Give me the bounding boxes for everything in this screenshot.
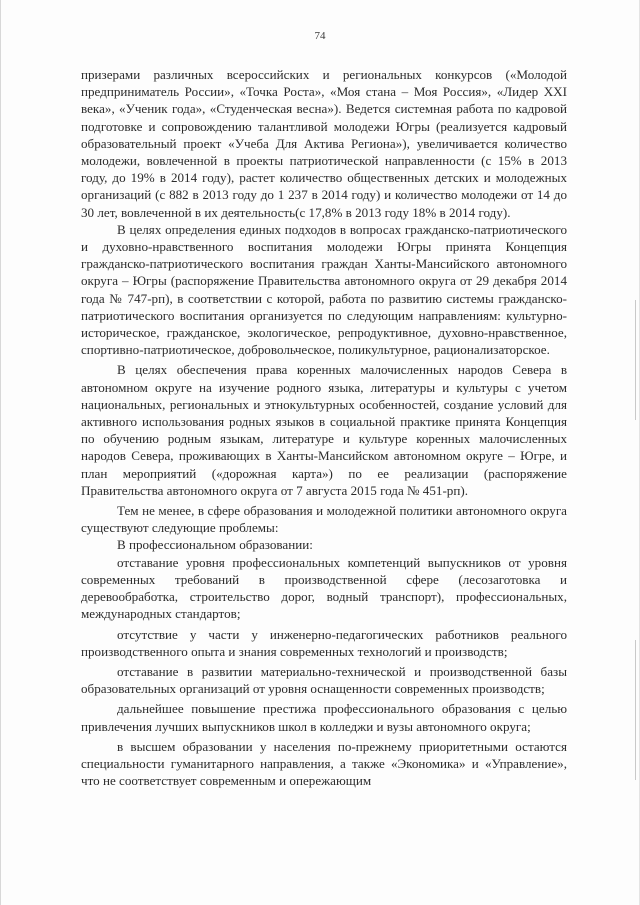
paragraph: призерами различных всероссийских и региональных конкурсов («Молодой предприниматель России», «Точка Роста», «Моя стана – Моя Россия», «Лидер XXI века», «Ученик года», «Студенческая весна»). Ведется системная работа по кадровой подготовке и сопровождению талантливой молодежи Югры (реализуется кадровый образовательный проект «Учеба Для Актива Региона»), увеличивается количество молодежи, вовлеченной в проекты патриотической направленности (с 15% в 2013 году, до 19% в 2014 году), растет количество общественных детских и молодежных организаций (с 882 в 2013 году до 1 237 в 2014 году) и количество молодежи от 14 до 30 лет, вовлеченной в их деятельность(с 17,8% в 2013 году 18% в 2014 году). [81, 67, 567, 220]
list-item: дальнейшее повышение престижа профессионального образования с целью привлечения лучших выпускников школ в колледжи и вузы автономного округа; [81, 701, 567, 734]
page-number: 74 [314, 30, 326, 42]
list-item: отставание уровня профессиональных компетенций выпускников от уровня современных требований в производственной сфере (лесозаготовка и деревообработка, строительство дорог, водный транспорт), профессиональных, международных стандартов; [81, 554, 567, 622]
paragraph: В целях определения единых подходов в вопросах гражданско-патриотического и духовно-нравственного воспитания молодежи Югры принята Концепция гражданско-патриотического воспитания граждан Ханты-Мансийского автономного округа – Югры (распоряжение Правительства автономного округа от 29 декабря 2014 года № 747-рп), в соответствии с которой, работа по развитию системы гражданско-патриотического воспитания организуется по следующим направлениям: культурно-историческое, гражданское, экологическое, репродуктивное, духовно-нравственное, спортивно-патриотическое, добровольческое, поликультурное, рационализаторское. [81, 221, 567, 358]
paragraph: Тем не менее, в сфере образования и молодежной политики автономного округа существуют следующие проблемы: [81, 503, 567, 536]
list-item: отсутствие у части у инженерно-педагогических работников реального производственного опыта и знания современных технологий и производств; [81, 626, 567, 659]
paragraph: В профессиональном образовании: [117, 537, 313, 553]
scan-edge-mark [635, 640, 636, 780]
list-item: отставание в развитии материально-технической и производственной базы образовательных организаций от уровня оснащенности современных производств; [81, 663, 567, 697]
document-body [81, 66, 567, 789]
list-item: в высшем образовании у населения по-прежнему приоритетными остаются специальности гуманитарного направления, а также «Экономика» и «Управление», что не соответствует современным и опережающим [81, 738, 567, 789]
scan-edge-mark [635, 300, 636, 420]
paragraph: В целях обеспечения права коренных малочисленных народов Севера в автономном округе на изучение родного языка, литературы и культуры с учетом национальных, региональных и этнокультурных особенностей, создание условий для активного использования родных языков в социальной практике принята Концепция по обучению родным языкам, литературе и культуре коренных малочисленных народов Севера, проживающих в Ханты-Мансийском автономном округе – Югре, и план мероприятий («дорожная карта») по ее реализации (распоряжение Правительства автономного округа от 7 августа 2015 года № 451-рп). [81, 362, 567, 498]
